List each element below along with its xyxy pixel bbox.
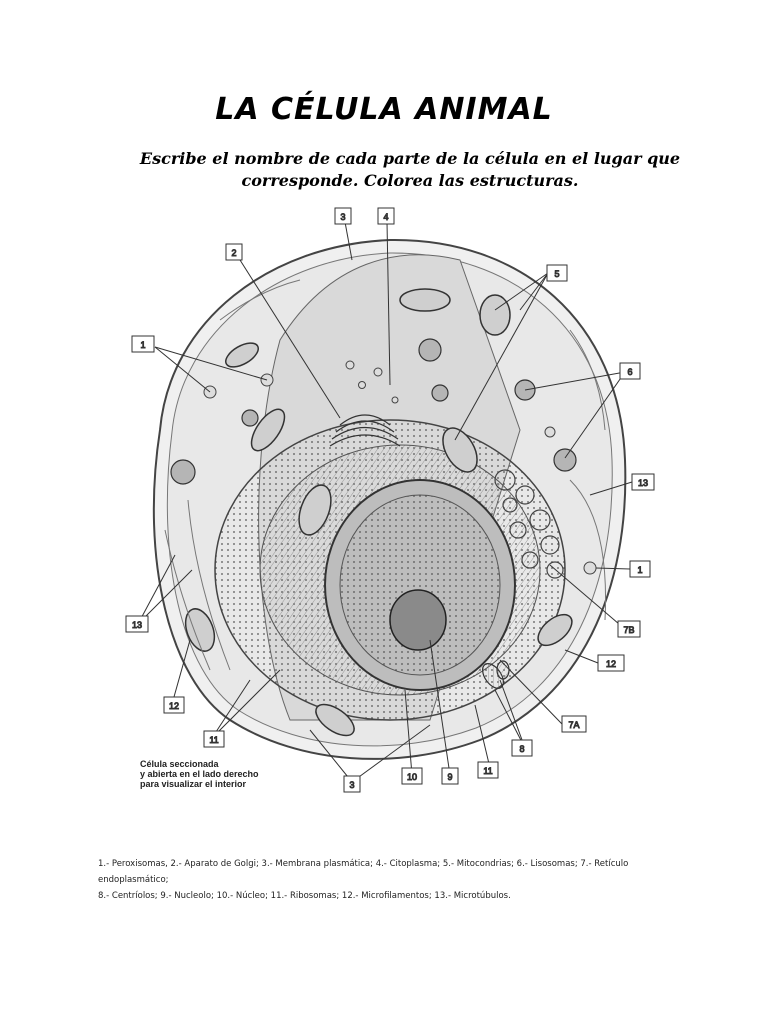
label-text: 7A xyxy=(568,720,580,730)
label-text: 10 xyxy=(406,772,418,782)
figure-caption xyxy=(140,759,259,789)
instructions-text: Escribe el nombre de cada parte de la célula en el lugar que corresponde. Colorea las estructuras. xyxy=(139,149,681,190)
label-text: 11 xyxy=(209,735,219,745)
label-text: 9 xyxy=(447,772,453,782)
page-title: LA CÉLULA ANIMAL xyxy=(215,92,553,127)
label-text: 7B xyxy=(623,625,635,635)
label-text: 6 xyxy=(627,367,633,377)
label-text: 4 xyxy=(383,212,389,222)
caption-line: para visualizar el interior xyxy=(140,779,247,789)
label-text: 8 xyxy=(519,744,525,754)
nucleus xyxy=(325,480,515,690)
label-text: 11 xyxy=(483,766,493,776)
label-text: 12 xyxy=(168,701,180,711)
label-text: 13 xyxy=(637,478,649,488)
legend xyxy=(98,856,698,904)
label-text: 1 xyxy=(637,565,643,575)
label-text: 2 xyxy=(231,248,237,258)
caption-line: y abierta en el lado derecho xyxy=(140,769,259,779)
legend-line-2: 8.- Centríolos; 9.- Nucleolo; 10.- Núcleo; 11.- Ribosomas; 12.- Microfilamentos; 13.- Microtúbulos. xyxy=(98,891,511,901)
caption-line: Célula seccionada xyxy=(140,759,219,769)
nucleolus xyxy=(390,590,446,650)
label-text: 3 xyxy=(349,780,355,790)
label-text: 3 xyxy=(340,212,346,222)
label-text: 1 xyxy=(140,340,146,350)
label-text: 13 xyxy=(131,620,143,630)
legend-line-1: 1.- Peroxisomas, 2.- Aparato de Golgi; 3.- Membrana plasmática; 4.- Citoplasma; 5.- Mitocondrias; 6.- Lisosomas; 7.- Retículo endoplasmático; xyxy=(98,859,629,885)
cell-diagram xyxy=(100,200,670,820)
label-text: 12 xyxy=(605,659,617,669)
label-text: 5 xyxy=(554,269,560,279)
